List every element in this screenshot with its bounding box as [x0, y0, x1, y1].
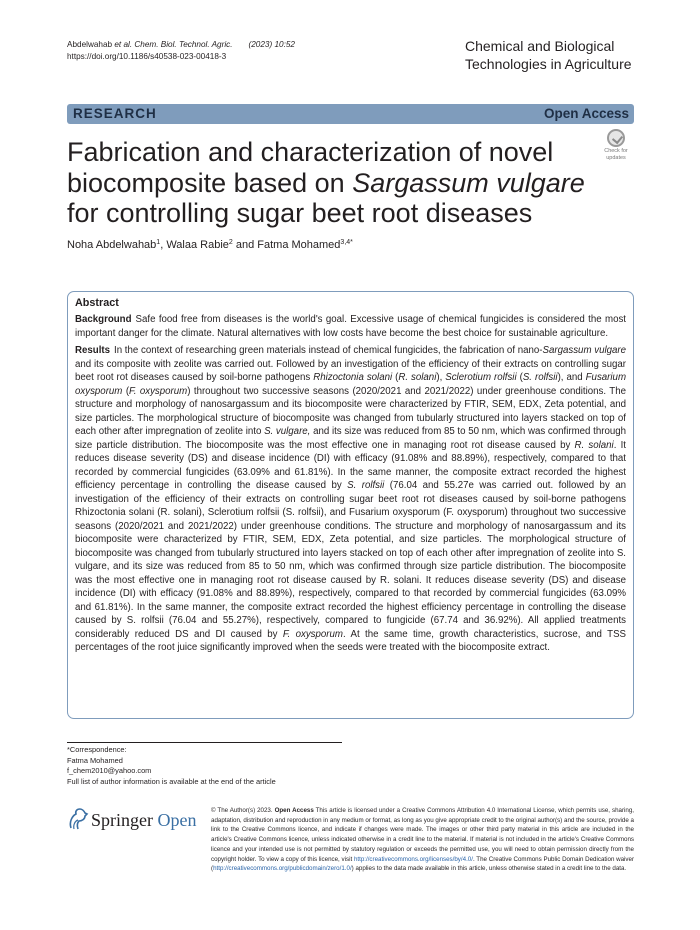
results-text: ), and [557, 372, 586, 383]
correspondence-name: Fatma Mohamed [67, 755, 123, 765]
citation-journal: et al. Chem. Biol. Technol. Agric. [114, 40, 233, 49]
results-text: . At the same time, growth characteristics, sucrose, and TSS percentages of the root juice significantly improved when the seeds were treated with the biocomposite extract. [75, 628, 626, 653]
running-header [67, 39, 295, 63]
title-part2: for controlling sugar beet root diseases [67, 198, 533, 228]
citation-line [67, 39, 295, 51]
title-part1: Fabrication and characterization of novel biocomposite based on [67, 137, 554, 198]
results-italic: Fusarium oxysporum [75, 372, 627, 397]
results-italic: R. solani [398, 372, 437, 383]
author-2-affil: 2 [228, 239, 233, 246]
abstract-box [67, 291, 634, 719]
results-italic: Sargassum vulgare [542, 345, 627, 356]
results-text: ) throughout two successive seasons (2020/2021 and 2021/2022) under greenhouse conditions. The structure and morphology of nanosargassum and its biocomposite were characterized by FTIR, SEM, EDX, Zeta potential, and size particles. The morphological structure of biocomposite was changed from tubularly structured into layers stacked on top of each other after impregnation of zeolite into [75, 385, 626, 437]
results-text: In the context of researching green materials instead of chemical fungicides, the fabrication of nano- [114, 345, 543, 356]
article-type-banner [67, 104, 634, 124]
author-3[interactable]: and Fatma Mohamed [232, 239, 341, 251]
results-text: ( [516, 372, 523, 383]
results-text: . It reduces disease severity (DS) and disease incidence (DI) with efficacy (91.08% and 88.89%), respectively, compared to that recorded by commercial fungicides (63.09% and 61.81%). In the same manner, the composite extract recorded the highest efficiency percentage in controlling the disease caused by [75, 439, 626, 491]
journal-name [465, 37, 632, 73]
results-italic: Sclerotium rolfsii [445, 372, 517, 383]
license-text: ) applies to the data made available in this article, unless otherwise stated in a credit line to the data. [351, 865, 627, 873]
author-info-note: Full list of author information is available at the end of the article [67, 776, 276, 786]
article-title [67, 137, 587, 229]
springer-open-wordmark [91, 810, 197, 831]
results-text: ), [436, 372, 446, 383]
abstract-heading: Abstract [75, 297, 119, 309]
open-access-label: Open Access [543, 106, 629, 121]
results-text: ( [392, 372, 399, 383]
results-italic: S. rolfsii [347, 480, 385, 491]
springer-horse-icon [67, 806, 89, 832]
results-italic: S. rolfsii [522, 372, 558, 383]
check-for-updates-badge[interactable] [599, 128, 633, 164]
license-open-access: Open Access [274, 807, 314, 814]
results-italic: S. vulgare, [264, 426, 311, 437]
license-statement [211, 806, 634, 874]
license-text: © The Author(s) 2023. [211, 807, 275, 814]
correspondence-label: *Correspondence: [67, 745, 127, 754]
license-text: . The Creative Commons Public Domain Dedication waiver ( [211, 855, 635, 873]
journal-name-line1: Chemical and Biological [465, 38, 615, 54]
results-italic: F. oxysporum [282, 628, 343, 640]
background-label: Background [75, 314, 132, 325]
background-text: Safe food free from diseases is the world's goal. Excessive usage of chemical fungicides is considered the most important danger for the climate. Natural alternatives with low costs have become the best choice for sustainable agriculture. [75, 314, 626, 339]
check-updates-line2: updates [606, 154, 626, 161]
results-italic: R. solani [574, 439, 614, 451]
results-text: and its size was reduced from 85 to 50 nm, which was confirmed through size particle distribution. The biocomposite was the most effective one in managing root rot disease caused by [75, 426, 626, 451]
license-text: This article is licensed under a Creative Commons Attribution 4.0 International License, which permits use, sharing, adaptation, distribution and reproduction in any medium or format, as long as you give appropriate credit to the original author(s) and the source, provide a link to the Creative Commons licence, and indicate if changes were made. The images or other third party material in this article are included in the article's Creative Commons licence, unless indicated otherwise in a credit line to the material. If material is not included in the article's Creative Commons licence and your intended use is not permitted by statutory regulation or exceeds the permitted use, you will need to obtain permission directly from the copyright holder. To view a copy of this licence, visit [211, 807, 635, 863]
journal-name-line2: Technologies in Agriculture [465, 56, 632, 72]
results-text: ( [122, 385, 130, 397]
check-updates-line1: Check for [604, 148, 628, 154]
check-updates-icon [607, 129, 625, 147]
author-3-affil: 3,4* [340, 239, 353, 246]
open-word: Open [157, 810, 197, 830]
results-italic: F. oxysporum [129, 385, 188, 397]
citation-author: Abdelwahab [67, 40, 115, 49]
license-link-cc-by[interactable]: http://creativecommons.org/licenses/by/4.0/ [353, 855, 473, 863]
springer-open-logo[interactable] [67, 806, 202, 834]
correspondence-email[interactable]: f_chem2010@yahoo.com [67, 766, 152, 776]
correspondence-footnote [67, 745, 276, 787]
author-1[interactable]: Noha Abdelwahab [67, 239, 157, 251]
abstract-background [75, 313, 626, 340]
springer-word: Springer [91, 810, 153, 830]
license-link-cc0[interactable]: http://creativecommons.org/publicdomain/zero/1.0/ [213, 865, 352, 873]
author-1-affil: 1 [156, 239, 161, 246]
footnote-divider [67, 742, 342, 743]
author-2[interactable]: , Walaa Rabie [160, 239, 229, 251]
abstract-results [75, 344, 626, 655]
research-label: RESEARCH [73, 106, 157, 121]
author-list [67, 239, 353, 251]
results-text: and its composite with zeolite was carried out. Followed by an investigation of the efficiency of their extracts on controlling sugar beet root rot diseases caused by soil-borne pathogens [75, 358, 626, 383]
results-italic: Rhizoctonia solani [313, 372, 393, 383]
citation-year: (2023) 10:52 [248, 40, 295, 49]
check-updates-text [599, 148, 633, 161]
results-label: Results [75, 345, 110, 356]
doi-link[interactable]: https://doi.org/10.1186/s40538-023-00418-3 [67, 52, 227, 61]
results-text: (76.04 and 55.27e was carried out. followed by an investigation of the efficiency of their extracts on controlling sugar beet root rot diseases caused by soil-borne pathogens Rhizoctonia solani (R. solani), Sclerotium rolfsii (S. rolfsii), and Fusarium oxysporum (F. oxysporum) throughout two successive seasons (2020/2021 and 2021/2022) under greenhouse conditions. The structure and morphology of nanosargassum and its biocomposite were characterized by FTIR, SEM, EDX, Zeta potential, and size particles. The morphological structure of biocomposite was changed from tubularly structured into layers stacked on top of each other after impregnation of zeolite into S. vulgare, and its size was reduced from 85 to 50 nm, which was confirmed through size particle distribution. The biocomposite was the most effective one in managing root rot disease caused by R. solani. It reduces disease severity (DS) and disease incidence (DI) with efficacy (91.08% and 88.89%), respectively, compared to that recorded by commercial fungicides (63.09% and 61.81%). In the same manner, the composite extract recorded the highest efficiency percentage in controlling the disease caused by S. rolfsii (76.04 and 55.27%), respectively, compared to fungicide (67.74 and 36.92%). All applied treatments considerably reduced DS and DI caused by [75, 480, 626, 640]
title-italic: Sargassum vulgare [352, 167, 585, 198]
